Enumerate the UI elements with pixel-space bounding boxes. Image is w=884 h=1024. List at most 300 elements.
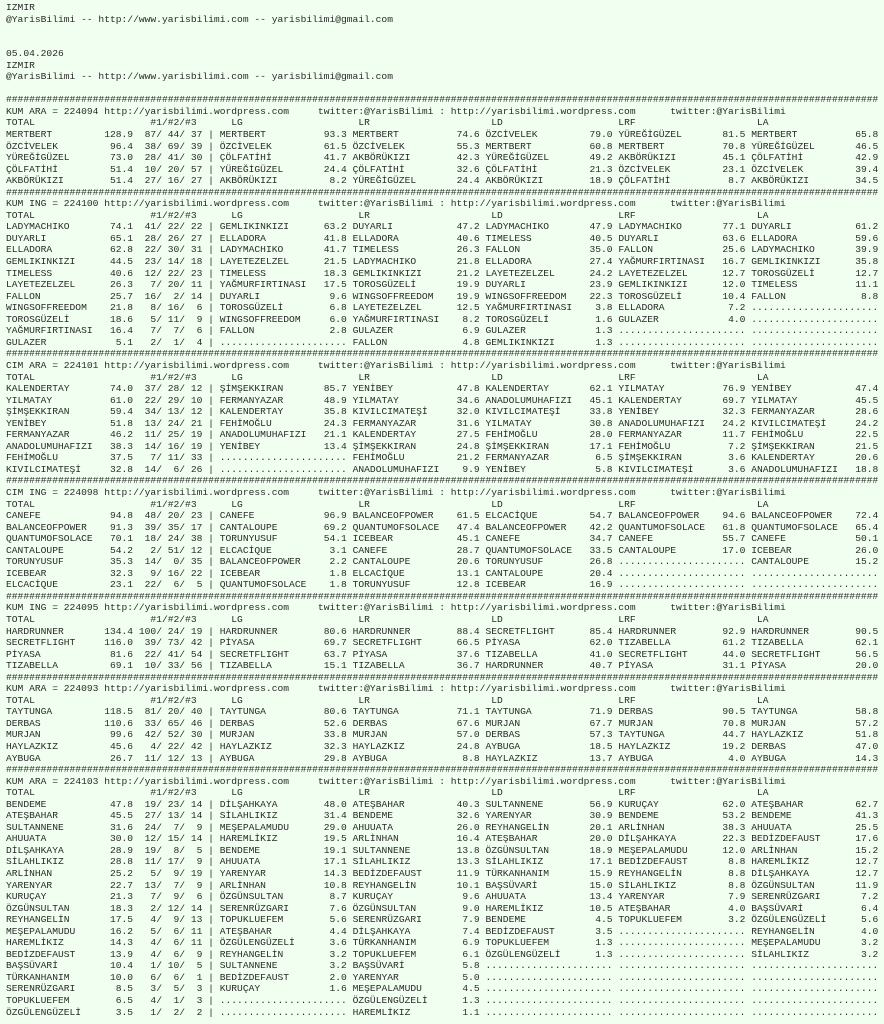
lg-value: 48.0: [317, 798, 347, 810]
horse-name: TIZABELLA: [6, 660, 105, 672]
total-score: 28.9: [104, 844, 134, 856]
contact-line: @YarisBilimi -- http://www.yarisbilimi.com -- yarisbilimi@gmail.com: [6, 71, 393, 83]
horse-name: ÖZGÜNSULTAN: [6, 902, 105, 914]
lrf-name: ARLİNHAN: [618, 821, 717, 833]
table-row: [6, 302, 884, 314]
la-empty: ......................: [751, 567, 879, 579]
ld-name: LADYMACHIKO: [485, 221, 584, 233]
table-row: [6, 279, 884, 291]
la-value: 42.9: [849, 152, 879, 164]
lg-name: ÇÖLFATİHİ: [219, 152, 318, 164]
placings: 81/ 20/ 40 |: [133, 706, 220, 718]
ld-empty: ......................: [485, 995, 613, 1007]
placings: 22/ 29/ 10 |: [133, 394, 220, 406]
lg-name: ÖZGÜNSULTAN: [219, 891, 318, 903]
lrf-name: BENDEME: [618, 810, 717, 822]
race-id: 224103: [63, 775, 99, 787]
ld-value: 21.3: [583, 163, 613, 175]
url: http://yarisbilimi.wordpress.com: [98, 105, 318, 117]
ld-name: HARDRUNNER: [485, 660, 584, 672]
lrf-name: DERBAS: [618, 706, 717, 718]
horse-name: KIVILCIMATEŞİ: [6, 463, 105, 475]
lr-value: 45.1: [450, 533, 480, 545]
table-row: [6, 914, 884, 926]
horse-name: AYBUGA: [6, 752, 105, 764]
lr-value: 47.8: [450, 383, 480, 395]
lg-name: WINGSOFFREEDOM: [219, 313, 318, 325]
race-id: 224101: [63, 359, 99, 371]
la-value: 39.4: [849, 163, 879, 175]
lrf-name: ÖZCİVELEK: [618, 163, 717, 175]
placings: 3/ 5/ 3 |: [133, 983, 220, 995]
lrf-value: 32.3: [716, 406, 746, 418]
placings: 19/ 8/ 5 |: [133, 844, 220, 856]
lr-name: TOROSGÜZELİ: [352, 279, 451, 291]
table-row: [6, 649, 884, 661]
separator-line: [6, 94, 884, 106]
url: : http://yarisbilimi.wordpress.com: [433, 198, 671, 210]
total-score: 8.5: [104, 983, 134, 995]
header-ld: LD: [491, 694, 619, 706]
placings: 7/ 7/ 6 |: [133, 325, 220, 337]
lg-value: 19.5: [317, 833, 347, 845]
lg-name: FALLON: [219, 325, 318, 337]
lr-value: 6.9: [450, 325, 480, 337]
lg-name: ELCACİQUE: [219, 544, 318, 556]
horse-name: SERENRÜZGARI: [6, 983, 105, 995]
lrf-empty: ......................: [618, 960, 746, 972]
lrf-name: QUANTUMOFSOLACE: [618, 521, 717, 533]
la-name: GEMLIKINKIZI: [751, 256, 850, 268]
horse-name: TORUNYUSUF: [6, 556, 105, 568]
url: http://yarisbilimi.wordpress.com: [98, 602, 318, 614]
la-value: 17.6: [849, 833, 879, 845]
lr-name: TIZABELLA: [352, 660, 451, 672]
lg-value: 24.3: [317, 417, 347, 429]
lrf-value: 69.7: [716, 394, 746, 406]
lg-value: 1.6: [317, 983, 347, 995]
lg-value: 35.8: [317, 406, 347, 418]
placings: 1/ 2/ 2 |: [133, 1006, 220, 1018]
lrf-value: 4.0: [716, 902, 746, 914]
lrf-value: 17.0: [716, 544, 746, 556]
placings: 4/ 1/ 3 |: [133, 995, 220, 1007]
lrf-value: 12.0: [716, 844, 746, 856]
horse-name: ELLADORA: [6, 244, 105, 256]
ld-value: 33.5: [583, 544, 613, 556]
placings: 42/ 52/ 30 |: [133, 729, 220, 741]
horse-name: TOPUKLUEFEM: [6, 995, 105, 1007]
lr-name: KIVILCIMATEŞİ: [352, 406, 451, 418]
lg-name: YAĞMURFIRTINASI: [219, 279, 318, 291]
lg-name: ARLİNHAN: [219, 879, 318, 891]
lrf-name: KIVILCIMATEŞİ: [618, 463, 717, 475]
header-la: LA: [756, 613, 769, 625]
la-name: TOROSGÜZELİ: [751, 267, 850, 279]
lrf-value: 70.8: [716, 140, 746, 152]
ld-name: AHUUATA: [485, 891, 584, 903]
separator: #######################################################################################################################################################: [6, 764, 879, 776]
lrf-value: 8.7: [716, 175, 746, 187]
lrf-name: ANADOLUMUHAFIZI: [618, 417, 717, 429]
lrf-name: HAYLAZKIZ: [618, 741, 717, 752]
city-line: IZMIR: [6, 59, 35, 71]
table-row: [6, 880, 884, 892]
lr-name: SERENRÜZGARI: [352, 914, 451, 926]
total-score: 45.6: [104, 741, 134, 752]
total-score: 25.2: [104, 868, 134, 880]
ld-value: 62.1: [583, 383, 613, 395]
la-name: DİLŞAHKAYA: [751, 868, 850, 880]
lg-name: YARENYAR: [219, 868, 318, 880]
total-score: 23.1: [104, 579, 134, 591]
la-value: 35.8: [849, 256, 879, 268]
total-score: 10.4: [104, 960, 134, 972]
ld-name: FALLON: [485, 244, 584, 256]
ld-name: GEMLIKINKIZI: [485, 336, 584, 348]
lr-name: BEDİZDEFAUST: [352, 868, 451, 880]
la-value: 28.6: [849, 406, 879, 418]
lrf-name: YÜREĞİGÜZEL: [618, 129, 717, 141]
ld-name: ANADOLUMUHAFIZI: [485, 394, 584, 406]
horse-name: YILMATAY: [6, 394, 105, 406]
la-value: 39.9: [849, 244, 879, 256]
placings: 41/ 22/ 22 |: [133, 221, 220, 233]
table-row: [6, 995, 884, 1007]
lrf-name: MEŞEPALAMUDU: [618, 844, 717, 856]
total-score: 45.5: [104, 810, 134, 822]
race-sections: [6, 94, 884, 1018]
lrf-value: 61.2: [716, 637, 746, 649]
horse-name: BAŞSÜVARİ: [6, 960, 105, 972]
lrf-value: 53.2: [716, 810, 746, 822]
ld-empty: ......................: [485, 971, 613, 983]
lr-name: DİLŞAHKAYA: [352, 925, 451, 937]
lr-name: YENİBEY: [352, 383, 451, 395]
header-la: LA: [756, 787, 769, 799]
ld-value: 57.3: [583, 729, 613, 741]
lg-name: ATEŞBAHAR: [219, 925, 318, 937]
lr-value: 27.5: [450, 429, 480, 441]
lg-name: CANEFE: [219, 510, 318, 522]
table-row: [6, 949, 884, 961]
table-row: [6, 314, 884, 326]
lr-name: ŞİMŞEKKIRAN: [352, 440, 451, 452]
lg-value: 41.8: [317, 232, 347, 244]
table-row: [6, 660, 884, 672]
header-la: LA: [756, 498, 769, 510]
header-total: TOTAL: [6, 371, 151, 383]
lg-value: 41.7: [317, 244, 347, 256]
placings: 13/ 24/ 21 |: [133, 417, 220, 429]
ld-value: 23.9: [583, 279, 613, 291]
lg-value: 5.6: [317, 914, 347, 926]
lr-value: 40.6: [450, 232, 480, 244]
lr-name: AYBUGA: [352, 752, 451, 764]
url: http://yarisbilimi.wordpress.com: [98, 359, 318, 371]
lr-value: 61.5: [450, 510, 480, 522]
separator: #######################################################################################################################################################: [6, 475, 879, 487]
total-score: 25.7: [104, 290, 134, 302]
lr-name: LAYETEZELZEL: [352, 302, 451, 314]
table-row: [6, 741, 884, 753]
ld-value: 71.9: [583, 706, 613, 718]
la-name: ÖZGÜLENGÜZELİ: [751, 914, 850, 926]
la-value: 45.5: [849, 394, 879, 406]
la-name: BEDİZDEFAUST: [751, 833, 850, 845]
horse-name: SULTANNENE: [6, 821, 105, 833]
header-total: TOTAL: [6, 498, 151, 510]
la-value: 21.5: [849, 440, 879, 452]
placings: 5/ 11/ 9 |: [133, 313, 220, 325]
placings: 23/ 14/ 18 |: [133, 256, 220, 268]
la-name: FALLON: [751, 290, 850, 302]
lg-name: KURUÇAY: [219, 983, 318, 995]
separator-line: [6, 591, 884, 603]
ld-value: 18.9: [583, 175, 613, 187]
la-name: MEŞEPALAMUDU: [751, 937, 850, 949]
lrf-name: LAYETEZELZEL: [618, 267, 717, 279]
placings: 14/ 6/ 26 |: [133, 463, 220, 475]
placings: 37/ 28/ 12 |: [133, 383, 220, 395]
contact-line: @YarisBilimi -- http://www.yarisbilimi.com -- yarisbilimi@gmail.com: [6, 13, 393, 25]
lr-name: TÜRKANHANIM: [352, 937, 451, 949]
la-value: 18.8: [849, 463, 879, 475]
ld-name: QUANTUMOFSOLACE: [485, 544, 584, 556]
ld-name: BALANCEOFPOWER: [485, 521, 584, 533]
lg-value: 85.7: [317, 383, 347, 395]
lg-value: 8.7: [317, 891, 347, 903]
total-score: 99.6: [104, 729, 134, 741]
section-title: [6, 360, 884, 372]
total-score: 46.2: [104, 429, 134, 441]
lr-value: 26.0: [450, 821, 480, 833]
header-lg: LG: [231, 613, 359, 625]
header-lr: LR: [358, 787, 492, 799]
table-row: [6, 418, 884, 430]
lg-name: TOPUKLUEFEM: [219, 914, 318, 926]
header-ld: LD: [491, 613, 619, 625]
lrf-name: TOPUKLUEFEM: [618, 914, 717, 926]
lrf-value: 44.7: [716, 729, 746, 741]
lr-value: 20.6: [450, 556, 480, 568]
lrf-name: GULAZER: [618, 313, 717, 325]
lrf-empty: ......................: [618, 567, 746, 579]
lrf-value: 76.9: [716, 383, 746, 395]
race-type: CIM ING: [6, 486, 47, 498]
horse-name: TOROSGÜZELİ: [6, 313, 105, 325]
header-placings: #1/#2/#3: [150, 117, 232, 129]
placings: 19/ 23/ 14 |: [133, 798, 220, 810]
lr-name: DERBAS: [352, 717, 451, 729]
ld-name: SİLAHLIKIZ: [485, 856, 584, 868]
url: http://yarisbilimi.wordpress.com: [98, 775, 318, 787]
header-lr: LR: [358, 209, 492, 221]
ld-name: GULAZER: [485, 325, 584, 337]
horse-name: ANADOLUMUHAFIZI: [6, 440, 105, 452]
lrf-name: ATEŞBAHAR: [618, 902, 717, 914]
header-lrf: LRF: [618, 209, 757, 221]
ld-name: DUYARLI: [485, 279, 584, 291]
horse-name: KALENDERTAY: [6, 383, 105, 395]
table-row: [6, 175, 884, 187]
la-value: 50.1: [849, 533, 879, 545]
lrf-value: 81.5: [716, 129, 746, 141]
lg-value: 1.8: [317, 567, 347, 579]
lr-value: 9.0: [450, 902, 480, 914]
blank-line: [6, 37, 884, 49]
header-lr: LR: [358, 371, 492, 383]
url: : http://yarisbilimi.wordpress.com: [433, 486, 671, 498]
lg-name: MERTBERT: [219, 129, 318, 141]
table-row: [6, 129, 884, 141]
lr-name: ANADOLUMUHAFIZI: [352, 463, 451, 475]
header-la: LA: [756, 117, 769, 129]
header-lr: LR: [358, 117, 492, 129]
la-value: 34.5: [849, 175, 879, 187]
la-empty: ......................: [751, 325, 879, 337]
table-row: [6, 337, 884, 349]
lr-name: MURJAN: [352, 729, 451, 741]
lrf-value: 4.0: [716, 752, 746, 764]
placings: 11/ 17/ 9 |: [133, 856, 220, 868]
table-row: [6, 937, 884, 949]
la-name: ELLADORA: [751, 232, 850, 244]
ld-value: 62.0: [583, 637, 613, 649]
lr-name: HAYLAZKIZ: [352, 741, 451, 752]
table-row: [6, 152, 884, 164]
lg-name: KALENDERTAY: [219, 406, 318, 418]
placings: 33/ 65/ 46 |: [133, 717, 220, 729]
table-row: [6, 268, 884, 280]
ld-name: YARENYAR: [485, 810, 584, 822]
ld-name: YENİBEY: [485, 463, 584, 475]
ld-value: 35.0: [583, 244, 613, 256]
lr-value: 19.9: [450, 279, 480, 291]
ld-name: TOROSGÜZELİ: [485, 313, 584, 325]
ld-name: BAŞSÜVARİ: [485, 879, 584, 891]
ld-value: 17.1: [583, 856, 613, 868]
section-title: [6, 776, 884, 788]
ld-name: KIVILCIMATEŞİ: [485, 406, 584, 418]
lrf-name: AKBÖRÜKIZI: [618, 152, 717, 164]
la-name: TAYTUNGA: [751, 706, 850, 718]
lr-value: 66.5: [450, 637, 480, 649]
horse-name: DUYARLI: [6, 232, 105, 244]
lr-name: BALANCEOFPOWER: [352, 510, 451, 522]
lg-value: 3.2: [317, 948, 347, 960]
la-name: FERMANYAZAR: [751, 406, 850, 418]
total-score: 26.7: [104, 752, 134, 764]
lg-value: 21.5: [317, 256, 347, 268]
race-id: 224100: [63, 198, 99, 210]
table-row: [6, 1007, 884, 1019]
placings: 4/ 9/ 13 |: [133, 914, 220, 926]
la-name: MERTBERT: [751, 129, 850, 141]
lrf-name: MURJAN: [618, 717, 717, 729]
placings: 24/ 7/ 9 |: [133, 821, 220, 833]
placings: 34/ 13/ 12 |: [133, 406, 220, 418]
lr-name: ELCACİQUE: [352, 567, 451, 579]
total-score: 94.8: [104, 510, 134, 522]
horse-name: GULAZER: [6, 336, 105, 348]
horse-name: MERTBERT: [6, 129, 105, 141]
header-lrf: LRF: [618, 787, 757, 799]
ld-name: CANEFE: [485, 533, 584, 545]
url: http://yarisbilimi.wordpress.com: [98, 198, 318, 210]
la-value: 41.3: [849, 810, 879, 822]
lrf-name: TOROSGÜZELİ: [618, 290, 717, 302]
lr-name: YILMATAY: [352, 394, 451, 406]
la-value: 3.2: [849, 937, 879, 949]
ld-value: 3.8: [583, 302, 613, 314]
ld-value: 18.5: [583, 741, 613, 752]
placings: 27/ 13/ 14 |: [133, 810, 220, 822]
lrf-value: 12.0: [716, 279, 746, 291]
total-score: 17.5: [104, 914, 134, 926]
ld-name: ICEBEAR: [485, 579, 584, 591]
lr-value: 67.6: [450, 717, 480, 729]
lg-value: 41.7: [317, 152, 347, 164]
ld-value: 1.3: [583, 336, 613, 348]
placings: 22/ 6/ 5 |: [133, 579, 220, 591]
lr-value: 7.4: [450, 925, 480, 937]
total-score: 18.6: [104, 313, 134, 325]
ld-name: ELLADORA: [485, 256, 584, 268]
ld-name: YÜREĞİGÜZEL: [485, 152, 584, 164]
ld-empty: ......................: [485, 1006, 613, 1018]
lrf-value: 31.1: [716, 660, 746, 672]
lr-value: 6.9: [450, 937, 480, 949]
table-row: [6, 545, 884, 557]
blank-line: [6, 83, 884, 95]
race-type: KUM ING: [6, 198, 47, 210]
horse-name: CANTALOUPE: [6, 544, 105, 556]
placings: 48/ 20/ 23 |: [133, 510, 220, 522]
lg-value: 4.4: [317, 925, 347, 937]
table-row: [6, 799, 884, 811]
lg-name: HARDRUNNER: [219, 625, 318, 637]
lg-value: 2.8: [317, 325, 347, 337]
city-line: IZMIR: [6, 2, 35, 13]
la-value: 11.1: [849, 279, 879, 291]
la-value: 20.0: [849, 660, 879, 672]
ld-name: TIZABELLA: [485, 648, 584, 660]
lr-value: 13.3: [450, 856, 480, 868]
la-name: BALANCEOFPOWER: [751, 510, 850, 522]
equals: =: [46, 486, 64, 498]
lrf-value: 11.7: [716, 429, 746, 441]
lr-name: ÖZCİVELEK: [352, 140, 451, 152]
ld-name: SULTANNENE: [485, 798, 584, 810]
horse-name: SECRETFLIGHT: [6, 637, 105, 649]
placings: 38/ 69/ 39 |: [133, 140, 220, 152]
table-row: [6, 903, 884, 915]
placings: 1/ 10/ 5 |: [133, 960, 220, 972]
la-value: 90.5: [849, 625, 879, 637]
race-type: KUM ING: [6, 602, 47, 614]
separator-line: [6, 764, 884, 776]
lr-name: YAĞMURFIRTINASI: [352, 313, 451, 325]
lr-name: KURUÇAY: [352, 891, 451, 903]
lrf-value: 4.0: [716, 313, 746, 325]
lr-value: 47.4: [450, 521, 480, 533]
ld-value: 15.0: [583, 879, 613, 891]
la-empty: ......................: [751, 960, 879, 972]
lg-name: ANADOLUMUHAFIZI: [219, 429, 318, 441]
lr-name: ÇÖLFATİHİ: [352, 163, 451, 175]
lr-value: 21.2: [450, 267, 480, 279]
